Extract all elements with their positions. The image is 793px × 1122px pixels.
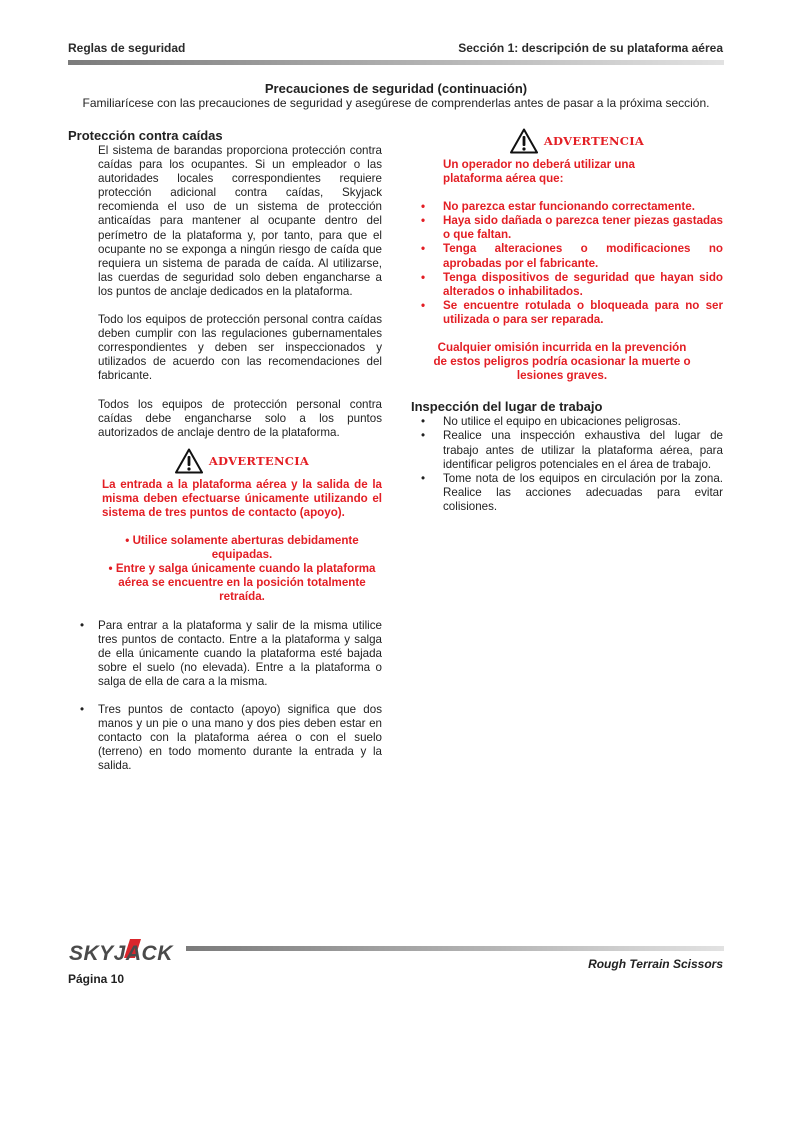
warning-title: ADVERTENCIA [543,134,645,148]
warning-condition-text: Haya sido dañada o parezca tener piezas gastadas o que faltan. [443,214,723,242]
warning-bullet-text: Utilice solamente aberturas debidamente equipadas. [132,534,359,562]
site-inspection-list [411,415,723,514]
footer-product-name: Rough Terrain Scissors [588,957,723,971]
site-inspection-heading: Inspección del lugar de trabajo [411,399,603,415]
list-item [411,429,723,471]
bullet-icon: • [421,429,426,443]
bullet-icon: • [108,562,113,576]
warning-triangle-icon [175,448,203,474]
warning-bullet-text: Entre y salga únicamente cuando la plataforma aérea se encuentre en la posición totalmente retraída. [115,562,376,604]
fall-protection-paragraph: Todo los equipos de protección personal contra caídas deben cumplir con las regulaciones gubernamentales correspondientes y deben ser inspeccionados y utilizados de acuerdo con las recomendaciones del fabricante. [98,313,382,383]
fall-protection-paragraph: El sistema de barandas proporciona protección contra caídas para los ocupantes. Si un empleador o las autoridades locales correspondientes requiere protección adicional contra caídas, Skyjack recomienda el uso de un sistema de protección anticaídas para mantener al ocupante dentro del perímetro de la plataforma y, por tanto, para que el ocupante no se exponga a ningún riesgo de caída que requiera un sistema de parada de caída. Al utilizarse, las cuerdas de seguridad solo deben engancharse a los puntos de anclaje dedicados en la plataforma. [98,144,382,298]
fall-protection-paragraph: Todos los equipos de protección personal contra caídas debe engancharse solo a los puntos autorizados de anclaje dentro de la plataforma. [98,397,382,439]
bullet-icon: • [421,270,426,284]
warning-condition-item [421,242,723,270]
warning-triangle-icon [510,128,538,154]
warning-bullet-item [102,534,382,562]
warning-header [431,128,723,154]
three-point-contact-list [68,619,382,774]
list-item-text: Tres puntos de contacto (apoyo) significa que dos manos y un pie o una mano y dos pies deben estar en contacto con la plataforma aérea o con el suelo (terreno) en todo momento durante la entrada y la salida. [98,703,382,773]
logo-wordmark: SKYJACK [69,942,173,965]
skyjack-logo [68,936,184,971]
page-title: Precauciones de seguridad (continuación) [264,81,528,96]
warning-closing: Cualquier omisión incurrida en la prevención de estos peligros podría ocasionar la muerte o lesiones graves. [433,341,691,383]
warning-condition-item [421,271,723,299]
warning-condition-item [421,200,723,214]
warning-condition-item [421,299,723,327]
list-item [68,619,382,689]
list-item-text: Para entrar a la plataforma y salir de la misma utilice tres puntos de contacto. Entre a la plataforma y salga de ella únicamente cuando la plataforma esté bajada sobre el suelo (no elevada). Entre a la plataforma o salga de ella de cara a la misma. [98,618,382,688]
bullet-icon: • [421,298,426,312]
list-item [68,703,382,773]
list-item [411,415,723,429]
warning-intro: La entrada a la plataforma aérea y la salida de la misma deben efectuarse únicamente utilizando el sistema de tres puntos de contacto (apoyo). [102,477,382,519]
header-divider-bar [68,60,724,65]
warning-intro: Un operador no deberá utilizar una plataforma aérea que: [443,158,635,186]
page-subtitle: Familiarícese con las precauciones de seguridad y asegúrese de comprenderlas antes de pasar a la próxima sección. [82,96,710,110]
bullet-icon: • [421,242,426,256]
bullet-icon: • [421,471,426,485]
entry-exit-warning [68,448,382,605]
warning-condition-text: Tenga alteraciones o modificaciones no aprobadas por el fabricante. [443,242,723,270]
header-section-label: Reglas de seguridad [68,41,186,55]
operator-warning [411,128,723,383]
skyjack-logo-mark [68,936,184,966]
bullet-icon: • [80,703,85,716]
list-item-text: Realice una inspección exhaustiva del lugar de trabajo antes de utilizar la plataforma aérea, para identificar peligros potenciales en el área de trabajo. [443,429,723,471]
warning-bullet-list [102,534,382,604]
left-column [68,128,382,787]
bullet-icon: • [125,534,130,548]
list-item [411,472,723,514]
warning-condition-item [421,214,723,242]
warning-bullet-item [102,562,382,604]
warning-condition-list [421,200,723,327]
fall-protection-heading: Protección contra caídas [68,128,223,143]
bullet-icon: • [80,618,85,632]
header-chapter-title: Sección 1: descripción de su plataforma aérea [458,41,723,55]
bullet-icon: • [421,214,426,228]
footer-page-number: Página 10 [68,972,125,986]
warning-condition-text: Se encuentre rotulada o bloqueada para no ser utilizada o para ser reparada. [443,298,723,326]
list-item-text: No utilice el equipo en ubicaciones peligrosas. [443,415,681,429]
warning-header [102,448,382,474]
right-column [411,128,723,514]
warning-title: ADVERTENCIA [208,453,310,468]
footer-divider-bar [186,946,724,951]
bullet-icon: • [421,415,426,429]
bullet-icon: • [421,200,426,214]
warning-condition-text: No parezca estar funcionando correctamente. [443,200,695,214]
warning-condition-text: Tenga dispositivos de seguridad que hayan sido alterados o inhabilitados. [443,270,723,298]
list-item-text: Tome nota de los equipos en circulación por la zona. Realice las acciones adecuadas para evitar colisiones. [443,471,723,513]
